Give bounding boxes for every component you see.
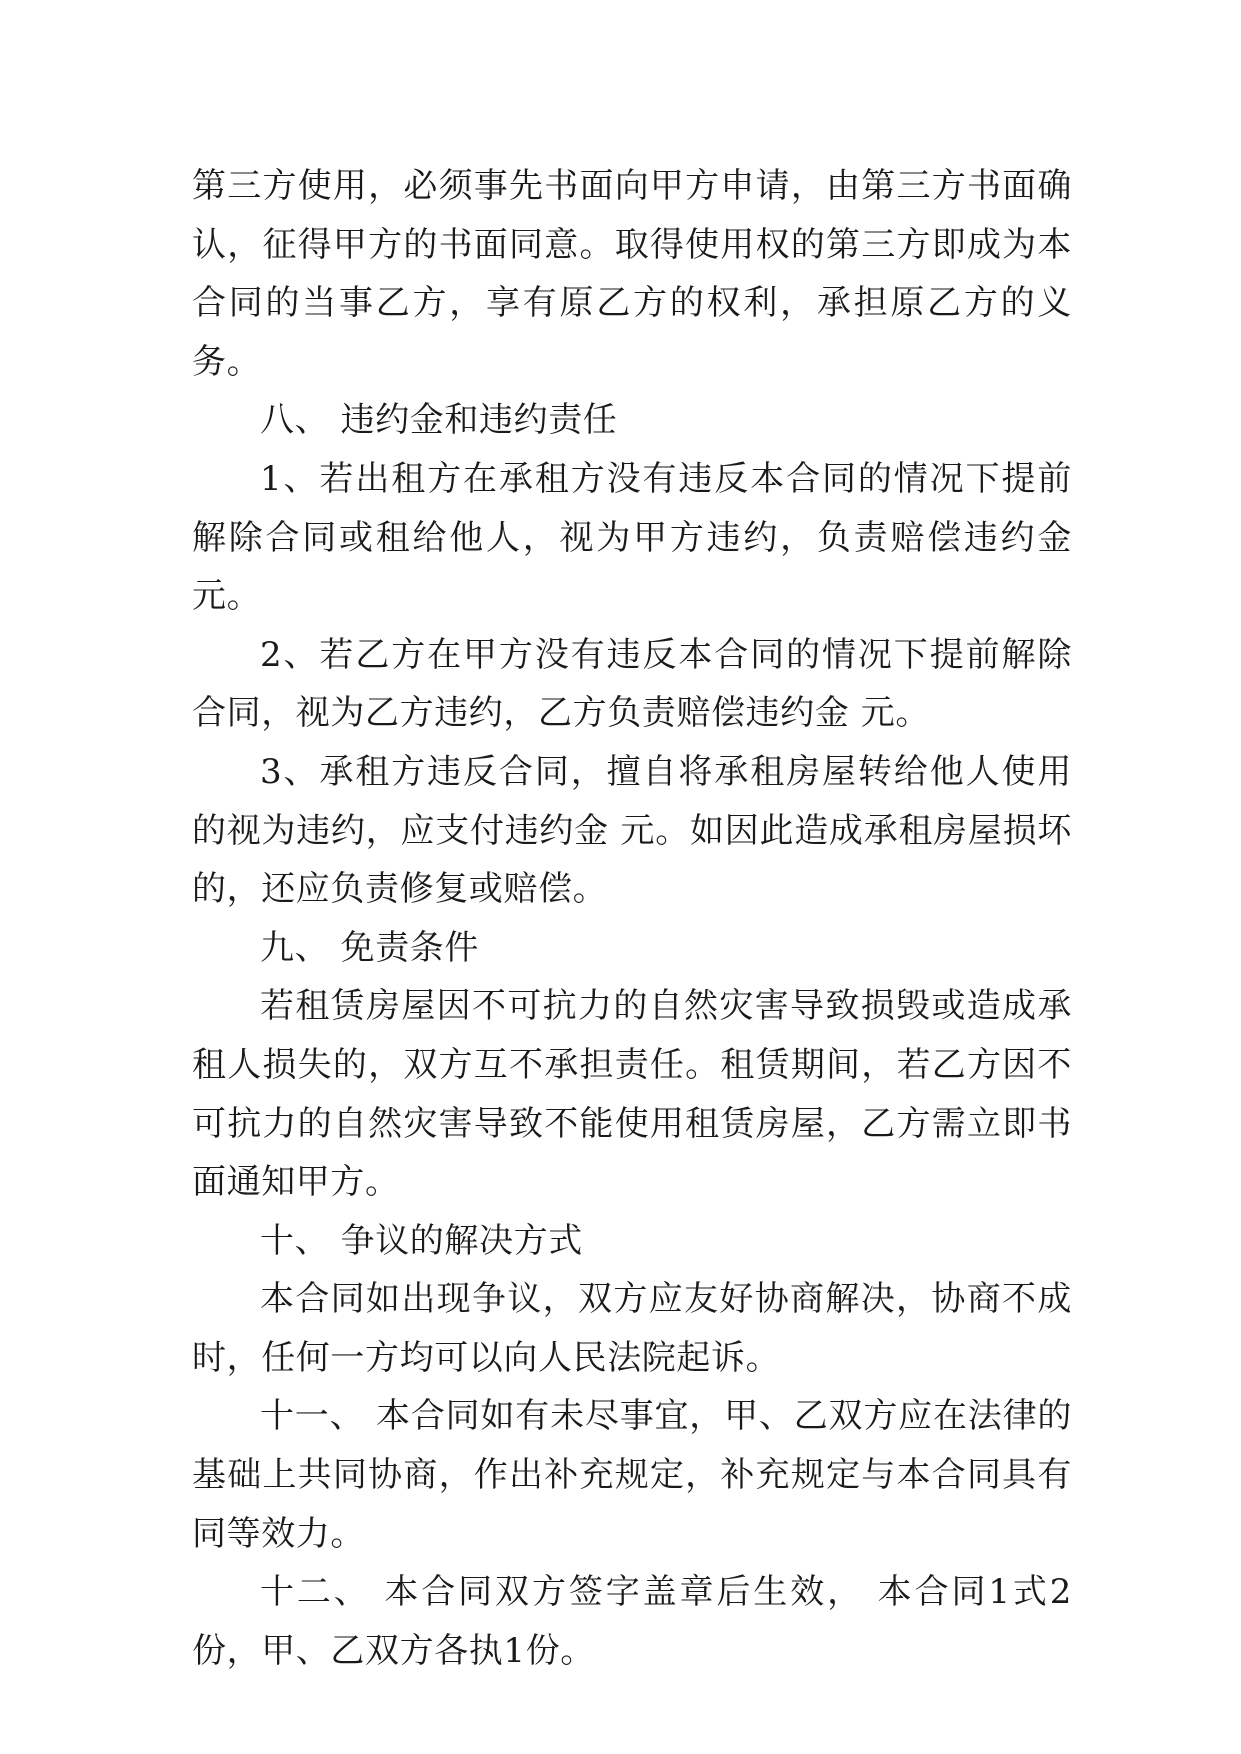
clause-8-1: 1、若出租方在承租方没有违反本合同的情况下提前解除合同或租给他人，视为甲方违约，负责赔偿违约金 元。 [192,458,1072,617]
section-heading-9: 九、 免责条件 [260,927,480,968]
clause-10-body: 本合同如出现争议，双方应友好协商解决，协商不成时，任何一方均可以向人民法院起诉。 [192,1279,1072,1378]
section-11: 十一、 本合同如有未尽事宜，甲、乙双方应在法律的基础上共同协商，作出补充规定，补充规定与本合同具有同等效力。 [192,1396,1072,1554]
paragraph-third-party-use: 第三方使用，必须事先书面向甲方申请，由第三方书面确认，征得甲方的书面同意。取得使用权的第三方即成为本合同的当事乙方，享有原乙方的权利，承担原乙方的义务。 [192,166,1072,382]
clause-8-2: 2、若乙方在甲方没有违反本合同的情况下提前解除合同，视为乙方违约，乙方负责赔偿违约金 元。 [192,634,1072,734]
section-heading-10: 十、 争议的解决方式 [260,1220,583,1261]
section-12: 十二、 本合同双方签字盖章后生效， 本合同1式2份，甲、乙双方各执1份。 [192,1572,1072,1671]
section-heading-8: 八、 违约金和违约责任 [260,400,618,441]
clause-8-3: 3、承租方违反合同，擅自将承租房屋转给他人使用的视为违约，应支付违约金 元。如因此造成承租房屋损坏的，还应负责修复或赔偿。 [192,751,1072,910]
contract-body [192,157,1072,1680]
clause-9-body: 若租赁房屋因不可抗力的自然灾害导致损毁或造成承租人损失的，双方互不承担责任。租赁期间，若乙方因不可抗力的自然灾害导致不能使用租赁房屋，乙方需立即书面通知甲方。 [192,986,1072,1203]
